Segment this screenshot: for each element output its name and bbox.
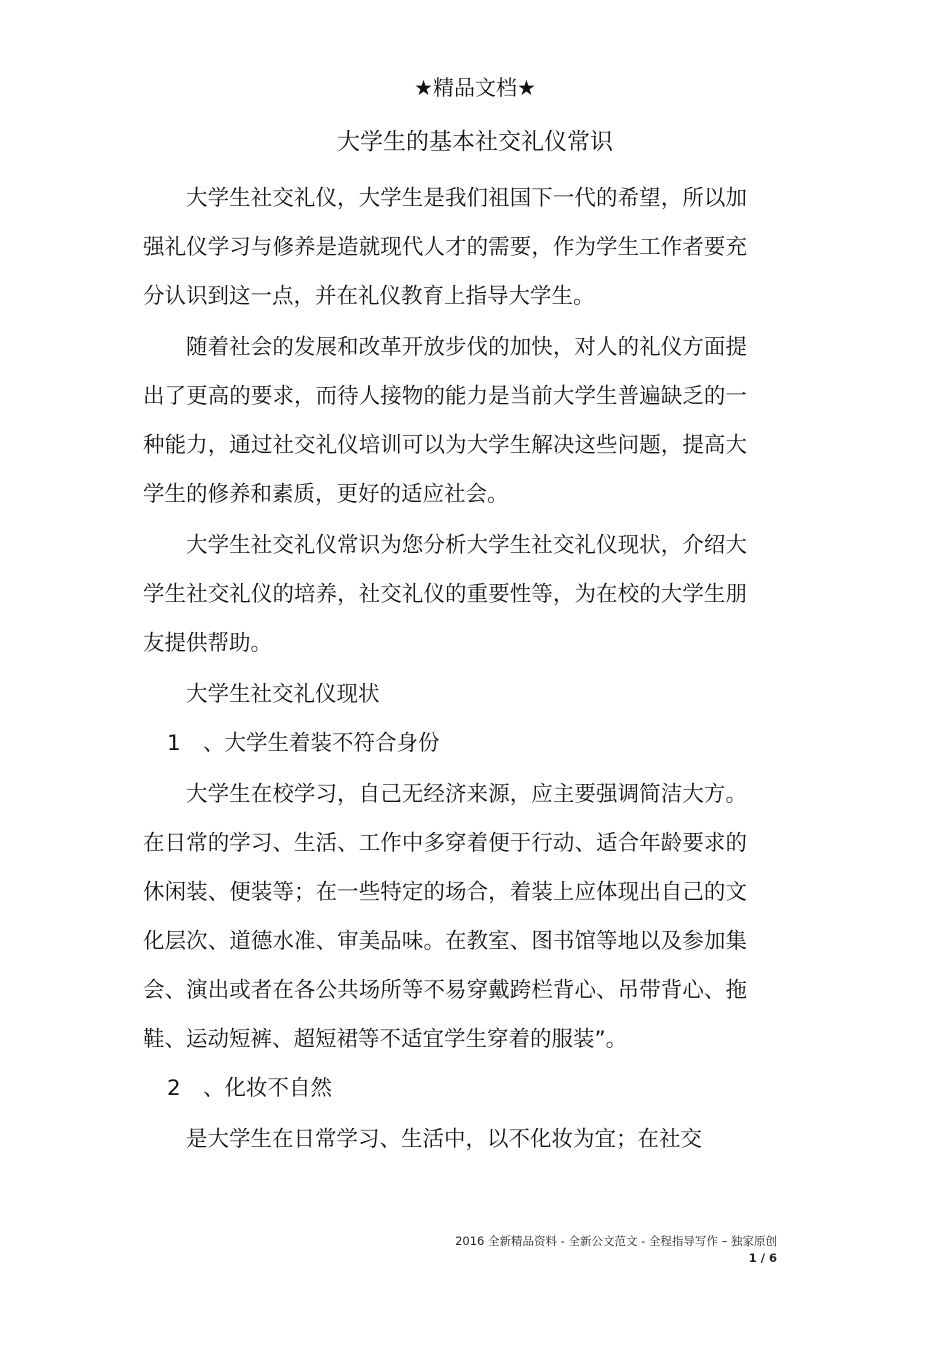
paragraph: 大学生社交礼仪，大学生是我们祖国下一代的希望，所以加强礼仪学习与修养是造就现代人才的需要，作为学生工作者要充分认识到这一点，并在礼仪教育上指导大学生。 — [143, 186, 747, 309]
item-heading — [143, 1064, 747, 1113]
section-heading: 大学生社交礼仪现状 — [186, 682, 380, 707]
document-body — [143, 174, 747, 1164]
item-paragraph: 是大学生在日常学习、生活中，以不化妆为宜；在社交 — [186, 1127, 703, 1152]
item-heading — [143, 719, 747, 768]
item-number: 1 — [167, 731, 181, 756]
item-title: 、大学生着装不符合身份 — [203, 731, 440, 756]
paragraph: 大学生社交礼仪常识为您分析大学生社交礼仪现状，介绍大学生社交礼仪的培养，社交礼仪的重要性等，为在校的大学生朋友提供帮助。 — [143, 533, 747, 656]
item-title: 、化妆不自然 — [203, 1076, 333, 1101]
paragraph: 随着社会的发展和改革开放步伐的加快，对人的礼仪方面提出了更高的要求，而待人接物的能力是当前大学生普遍缺乏的一种能力，通过社交礼仪培训可以为大学生解决这些问题，提高大学生的修养和素质，更好的适应社会。 — [143, 335, 747, 507]
footer-text: 2016 全新精品资料 - 全新公文范文 - 全程指导写作 – 独家原创 — [455, 1234, 777, 1248]
document-title: 大学生的基本社交礼仪常识 — [337, 129, 613, 155]
header-mark: ★精品文档★ — [414, 76, 536, 100]
item-paragraph: 大学生在校学习，自己无经济来源，应主要强调简洁大方。 在日常的学习、生活、工作中多穿着便于行动、适合年龄要求的休闲装、便装等；在一些特定的场合，着装上应体现出自己的文化层次、道德水准、审美品味。在教室、图书馆等地以及参加集会、演出或者在各公共场所等不易穿戴跨栏背心、吊带背心、拖鞋、运动短裤、超短裙等不适宜学生穿着的服装”。 — [143, 782, 747, 1052]
page-number: 1 / 6 — [748, 1251, 777, 1265]
item-number: 2 — [167, 1076, 181, 1101]
